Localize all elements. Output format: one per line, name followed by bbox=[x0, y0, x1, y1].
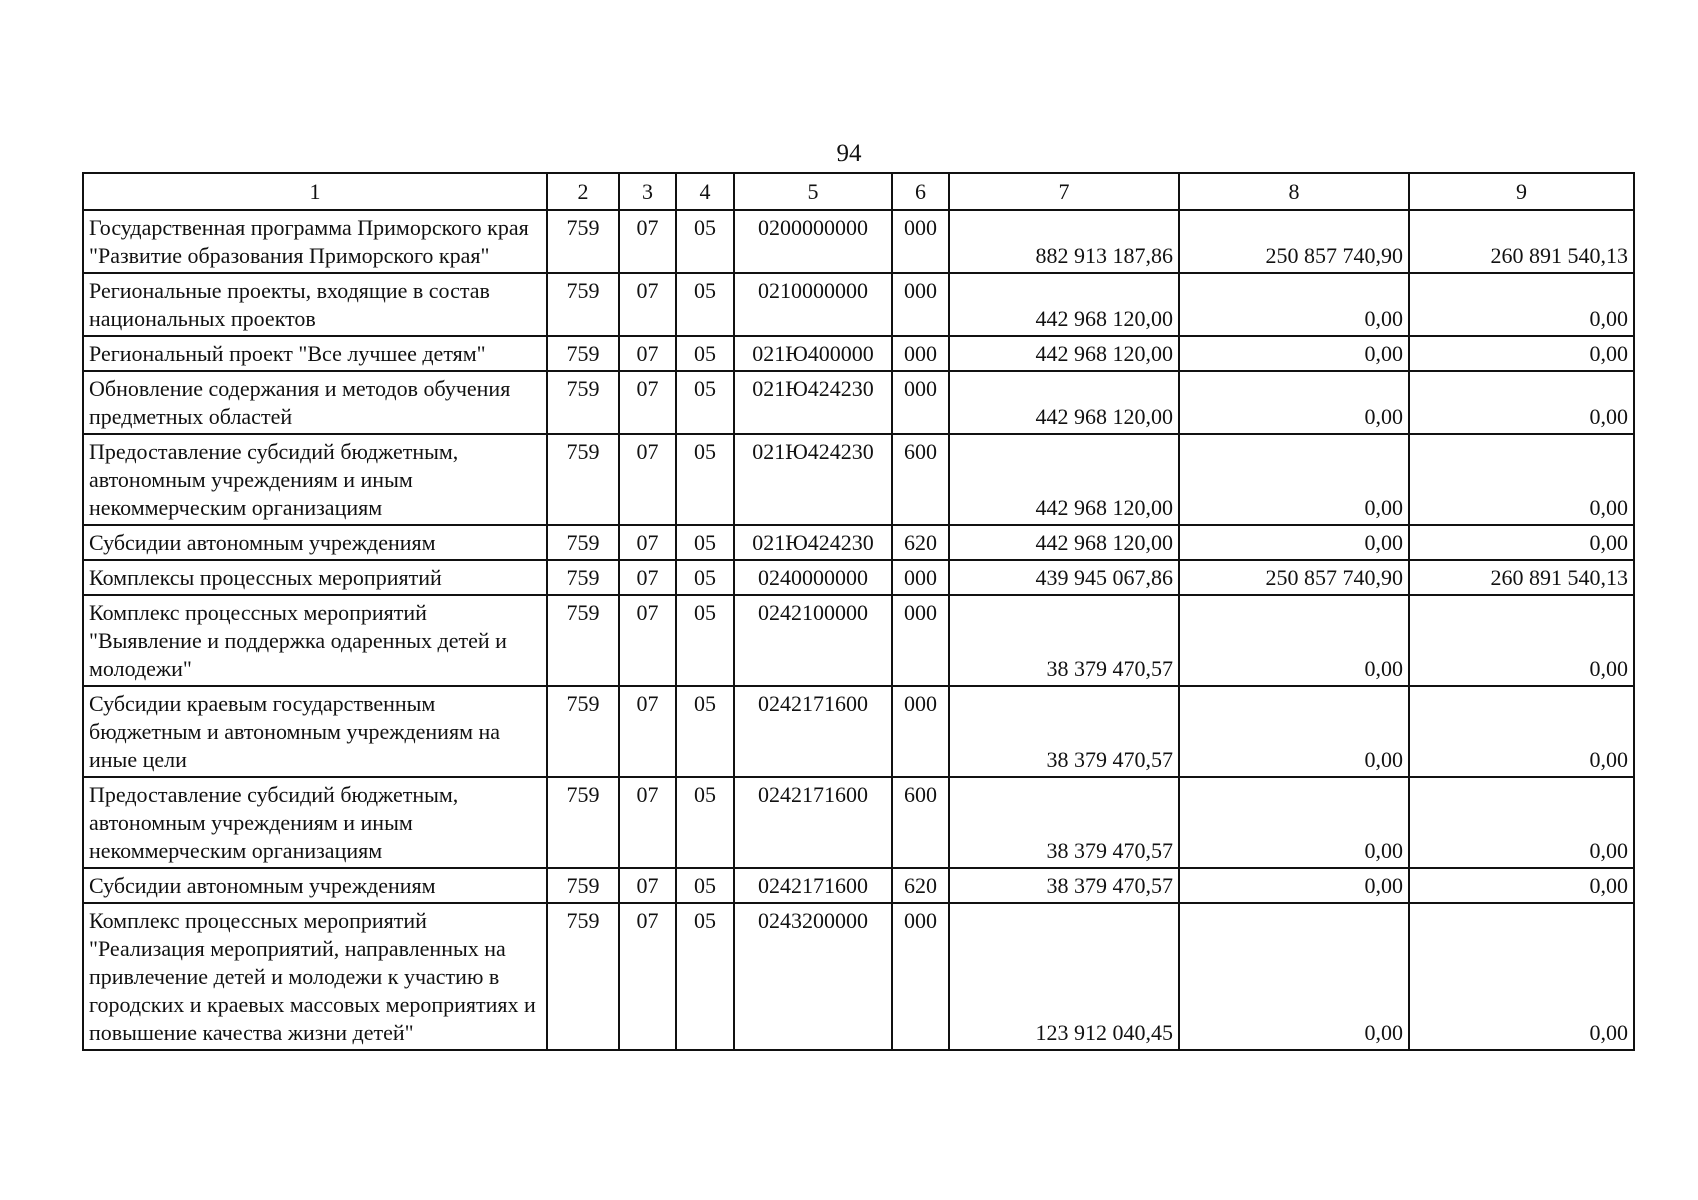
col5-cell: 021Ю400000 bbox=[734, 336, 892, 371]
col4-cell: 05 bbox=[676, 525, 734, 560]
col9-amount: 0,00 bbox=[1409, 336, 1634, 371]
col5-cell: 0242171600 bbox=[734, 686, 892, 777]
col5-cell: 0243200000 bbox=[734, 903, 892, 1050]
col8-amount: 0,00 bbox=[1179, 434, 1409, 525]
col2-cell: 759 bbox=[547, 868, 619, 903]
table-row bbox=[83, 903, 1634, 1050]
col2-cell: 759 bbox=[547, 777, 619, 868]
table-row bbox=[83, 273, 1634, 336]
col8-amount: 250 857 740,90 bbox=[1179, 560, 1409, 595]
col5-cell: 0210000000 bbox=[734, 273, 892, 336]
col8-amount: 0,00 bbox=[1179, 525, 1409, 560]
col6-cell: 000 bbox=[892, 273, 949, 336]
table-row bbox=[83, 868, 1634, 903]
col7-amount: 442 968 120,00 bbox=[949, 525, 1179, 560]
table-row bbox=[83, 777, 1634, 868]
table-row bbox=[83, 525, 1634, 560]
col3-cell: 07 bbox=[619, 560, 676, 595]
col5-cell: 0242171600 bbox=[734, 868, 892, 903]
col7-amount: 442 968 120,00 bbox=[949, 273, 1179, 336]
col4-cell: 05 bbox=[676, 868, 734, 903]
col9-amount: 0,00 bbox=[1409, 777, 1634, 868]
col8-amount: 0,00 bbox=[1179, 336, 1409, 371]
col-header-1: 1 bbox=[83, 173, 547, 210]
col4-cell: 05 bbox=[676, 595, 734, 686]
budget-table bbox=[82, 172, 1635, 1051]
col7-amount: 442 968 120,00 bbox=[949, 336, 1179, 371]
row-name: Региональные проекты, входящие в состав национальных проектов bbox=[83, 273, 547, 336]
col8-amount: 0,00 bbox=[1179, 686, 1409, 777]
row-name: Комплекс процессных мероприятий "Выявление и поддержка одаренных детей и молодежи" bbox=[83, 595, 547, 686]
col6-cell: 000 bbox=[892, 210, 949, 273]
page-number: 94 bbox=[836, 140, 862, 167]
row-name: Субсидии автономным учреждениям bbox=[83, 868, 547, 903]
col6-cell: 620 bbox=[892, 525, 949, 560]
col7-amount: 38 379 470,57 bbox=[949, 777, 1179, 868]
col-header-8: 8 bbox=[1179, 173, 1409, 210]
col3-cell: 07 bbox=[619, 371, 676, 434]
col2-cell: 759 bbox=[547, 273, 619, 336]
row-name: Предоставление субсидий бюджетным, автономным учреждениям и иным некоммерческим организациям bbox=[83, 777, 547, 868]
col9-amount: 0,00 bbox=[1409, 434, 1634, 525]
row-name: Обновление содержания и методов обучения предметных областей bbox=[83, 371, 547, 434]
col6-cell: 000 bbox=[892, 903, 949, 1050]
row-name: Региональный проект "Все лучшее детям" bbox=[83, 336, 547, 371]
table-row bbox=[83, 560, 1634, 595]
col3-cell: 07 bbox=[619, 595, 676, 686]
col7-amount: 38 379 470,57 bbox=[949, 868, 1179, 903]
col7-amount: 439 945 067,86 bbox=[949, 560, 1179, 595]
col6-cell: 000 bbox=[892, 371, 949, 434]
col-header-3: 3 bbox=[619, 173, 676, 210]
col4-cell: 05 bbox=[676, 903, 734, 1050]
col2-cell: 759 bbox=[547, 210, 619, 273]
col4-cell: 05 bbox=[676, 686, 734, 777]
col7-amount: 38 379 470,57 bbox=[949, 686, 1179, 777]
col4-cell: 05 bbox=[676, 336, 734, 371]
col5-cell: 0242171600 bbox=[734, 777, 892, 868]
col2-cell: 759 bbox=[547, 336, 619, 371]
row-name: Предоставление субсидий бюджетным, автономным учреждениям и иным некоммерческим организациям bbox=[83, 434, 547, 525]
col4-cell: 05 bbox=[676, 777, 734, 868]
col8-amount: 0,00 bbox=[1179, 273, 1409, 336]
col8-amount: 0,00 bbox=[1179, 371, 1409, 434]
col3-cell: 07 bbox=[619, 686, 676, 777]
col4-cell: 05 bbox=[676, 371, 734, 434]
col6-cell: 620 bbox=[892, 868, 949, 903]
col2-cell: 759 bbox=[547, 371, 619, 434]
row-name: Субсидии автономным учреждениям bbox=[83, 525, 547, 560]
col9-amount: 0,00 bbox=[1409, 868, 1634, 903]
col3-cell: 07 bbox=[619, 434, 676, 525]
col4-cell: 05 bbox=[676, 434, 734, 525]
header-row bbox=[83, 173, 1634, 210]
col9-amount: 0,00 bbox=[1409, 273, 1634, 336]
col7-amount: 38 379 470,57 bbox=[949, 595, 1179, 686]
col5-cell: 0240000000 bbox=[734, 560, 892, 595]
col2-cell: 759 bbox=[547, 903, 619, 1050]
col7-amount: 882 913 187,86 bbox=[949, 210, 1179, 273]
col9-amount: 260 891 540,13 bbox=[1409, 560, 1634, 595]
col5-cell: 021Ю424230 bbox=[734, 371, 892, 434]
table-row bbox=[83, 210, 1634, 273]
col5-cell: 0242100000 bbox=[734, 595, 892, 686]
col7-amount: 442 968 120,00 bbox=[949, 371, 1179, 434]
col9-amount: 0,00 bbox=[1409, 686, 1634, 777]
col9-amount: 0,00 bbox=[1409, 595, 1634, 686]
col5-cell: 021Ю424230 bbox=[734, 525, 892, 560]
col2-cell: 759 bbox=[547, 686, 619, 777]
col5-cell: 021Ю424230 bbox=[734, 434, 892, 525]
col-header-4: 4 bbox=[676, 173, 734, 210]
col2-cell: 759 bbox=[547, 434, 619, 525]
col3-cell: 07 bbox=[619, 777, 676, 868]
col2-cell: 759 bbox=[547, 560, 619, 595]
col3-cell: 07 bbox=[619, 525, 676, 560]
col-header-9: 9 bbox=[1409, 173, 1634, 210]
row-name: Государственная программа Приморского края "Развитие образования Приморского края" bbox=[83, 210, 547, 273]
col4-cell: 05 bbox=[676, 210, 734, 273]
col8-amount: 0,00 bbox=[1179, 777, 1409, 868]
col6-cell: 000 bbox=[892, 686, 949, 777]
col8-amount: 0,00 bbox=[1179, 903, 1409, 1050]
col3-cell: 07 bbox=[619, 336, 676, 371]
table-row bbox=[83, 371, 1634, 434]
row-name: Комплексы процессных мероприятий bbox=[83, 560, 547, 595]
table-row bbox=[83, 336, 1634, 371]
row-name: Комплекс процессных мероприятий "Реализация мероприятий, направленных на привлечение детей и молодежи к участию в городских и краевых массовых мероприятиях и повышение качества жизни детей" bbox=[83, 903, 547, 1050]
col-header-5: 5 bbox=[734, 173, 892, 210]
col8-amount: 0,00 bbox=[1179, 595, 1409, 686]
row-name: Субсидии краевым государственным бюджетным и автономным учреждениям на иные цели bbox=[83, 686, 547, 777]
col6-cell: 000 bbox=[892, 595, 949, 686]
col4-cell: 05 bbox=[676, 273, 734, 336]
col6-cell: 600 bbox=[892, 777, 949, 868]
col8-amount: 0,00 bbox=[1179, 868, 1409, 903]
col6-cell: 000 bbox=[892, 560, 949, 595]
col6-cell: 000 bbox=[892, 336, 949, 371]
col2-cell: 759 bbox=[547, 595, 619, 686]
col9-amount: 0,00 bbox=[1409, 525, 1634, 560]
col3-cell: 07 bbox=[619, 903, 676, 1050]
col-header-6: 6 bbox=[892, 173, 949, 210]
col9-amount: 260 891 540,13 bbox=[1409, 210, 1634, 273]
col3-cell: 07 bbox=[619, 210, 676, 273]
table-row bbox=[83, 434, 1634, 525]
col-header-7: 7 bbox=[949, 173, 1179, 210]
col-header-2: 2 bbox=[547, 173, 619, 210]
table-row bbox=[83, 686, 1634, 777]
table-row bbox=[83, 595, 1634, 686]
col2-cell: 759 bbox=[547, 525, 619, 560]
col7-amount: 123 912 040,45 bbox=[949, 903, 1179, 1050]
col9-amount: 0,00 bbox=[1409, 371, 1634, 434]
col3-cell: 07 bbox=[619, 868, 676, 903]
col6-cell: 600 bbox=[892, 434, 949, 525]
col8-amount: 250 857 740,90 bbox=[1179, 210, 1409, 273]
col3-cell: 07 bbox=[619, 273, 676, 336]
col9-amount: 0,00 bbox=[1409, 903, 1634, 1050]
col5-cell: 0200000000 bbox=[734, 210, 892, 273]
col4-cell: 05 bbox=[676, 560, 734, 595]
col7-amount: 442 968 120,00 bbox=[949, 434, 1179, 525]
